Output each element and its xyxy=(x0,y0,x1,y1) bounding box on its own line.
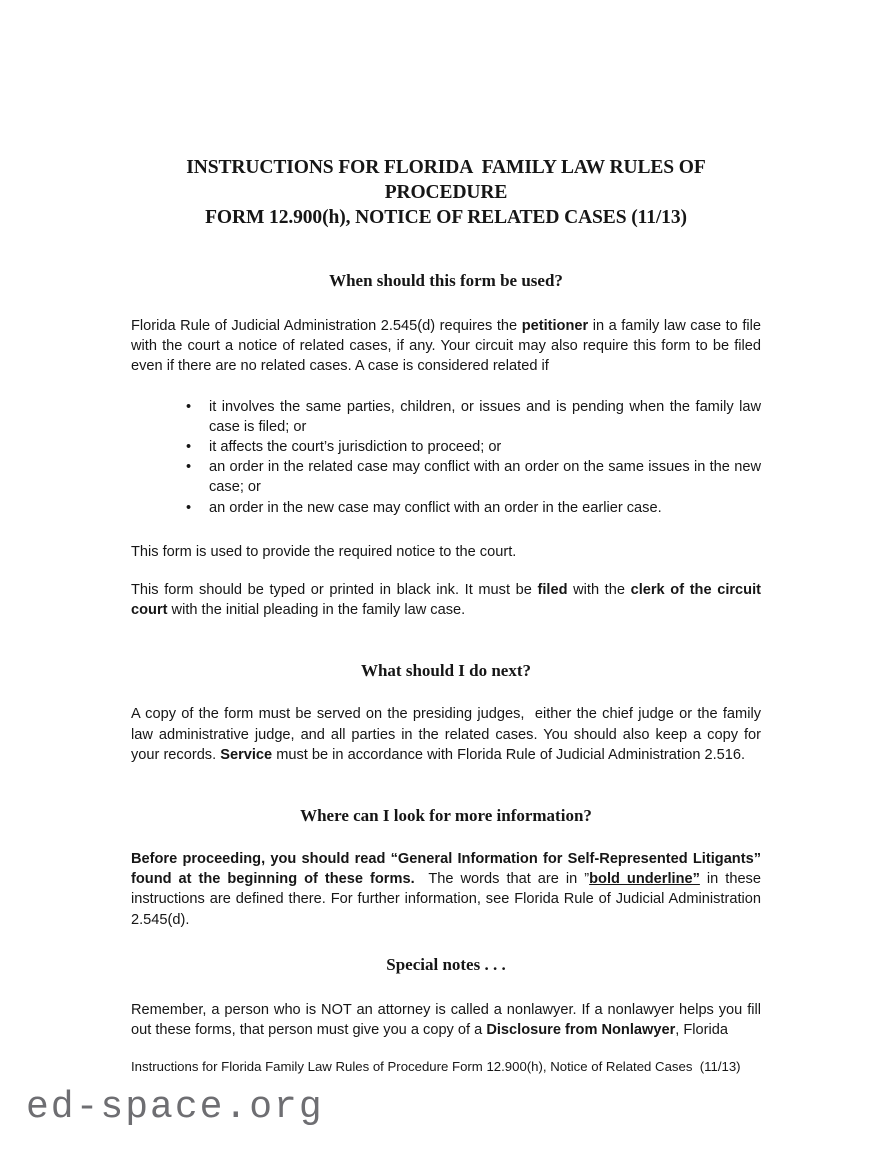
text-run: , Florida xyxy=(675,1022,728,1039)
page-footer: Instructions for Florida Family Law Rules of Procedure Form 12.900(h), Notice of Related Cases (11/13) xyxy=(131,1059,741,1075)
text-run-bold: filed xyxy=(537,582,568,599)
text-run: The words that are in ” xyxy=(414,871,590,888)
list-item-label: it involves the same parties, children, or issues and is pending when the family law case is filed; or xyxy=(209,398,766,435)
paragraph-filing-instructions xyxy=(131,580,766,620)
spacer xyxy=(131,827,761,849)
text-run-bold: Service xyxy=(220,746,273,763)
list-item xyxy=(131,498,761,518)
document-title-line-2: FORM 12.900(h), NOTICE OF RELATED CASES (11/13) xyxy=(205,207,687,228)
related-case-criteria-list xyxy=(131,397,766,518)
list-item xyxy=(131,437,761,457)
text-run: Remember, a person who is NOT an attorney is called a nonlawyer. If a nonlawyer helps you fill out these forms, that person must give you a copy of a xyxy=(131,1001,766,1039)
text-run-bold: clerk of the circuit court xyxy=(131,582,766,619)
paragraph-special-notes xyxy=(131,1000,766,1040)
list-item xyxy=(131,397,766,437)
list-item-label: it affects the court’s jurisdiction to proceed; or xyxy=(209,439,502,456)
text-run-bold: Disclosure from Nonlawyer xyxy=(486,1022,676,1039)
text-run: must be in accordance with Florida Rule of Judicial Administration 2.516. xyxy=(272,746,746,763)
bullet-icon: • xyxy=(186,499,192,516)
paragraph-next-steps xyxy=(131,704,766,765)
text-run: A copy of the form must be served on the presiding judges, either the chief judge or the family law administrative judge, and all parties in the related cases. You should also keep a copy for your records. xyxy=(131,706,766,763)
text-run: with the initial pleading in the family law case. xyxy=(167,602,466,619)
paragraph-more-information xyxy=(131,849,766,930)
spacer xyxy=(131,682,761,704)
spacer xyxy=(131,230,761,270)
page-title xyxy=(131,155,761,230)
watermark: ed-space.org xyxy=(26,1086,324,1129)
text-run: with the xyxy=(567,582,631,599)
spacer xyxy=(131,765,761,805)
document-title-line-1: INSTRUCTIONS FOR FLORIDA FAMILY LAW RULES OF PROCEDURE xyxy=(186,157,711,203)
spacer xyxy=(131,377,761,397)
text-run-bold: petitioner xyxy=(521,318,589,334)
spacer xyxy=(131,518,761,542)
text-run-bold-underline: bold underline” xyxy=(589,871,700,888)
spacer xyxy=(131,1040,761,1058)
text-run: in these instructions are defined there. For further information, see Florida Rule of Judicial Administration 2.545(d). xyxy=(131,871,766,928)
spacer xyxy=(131,292,761,316)
list-item-label: an order in the related case may conflict with an order on the same issues in the new case; or xyxy=(209,459,766,496)
bullet-icon: • xyxy=(186,459,192,476)
document-content xyxy=(131,155,766,1076)
section-heading-special-notes: Special notes . . . xyxy=(386,954,506,974)
section-heading-more-information: Where can I look for more information? xyxy=(300,806,592,826)
spacer xyxy=(131,930,761,954)
text-run: This form should be typed or printed in black ink. It must be xyxy=(131,582,538,599)
text-run-bold: Before proceeding, you should read “General Information for Self-Represented Litigants” found at the beginning of these forms. xyxy=(131,851,766,888)
spacer xyxy=(131,620,761,660)
section-heading-next-steps: What should I do next? xyxy=(360,661,532,681)
paragraph-notice-purpose: This form is used to provide the required notice to the court. xyxy=(131,543,517,560)
bullet-icon: • xyxy=(186,398,192,415)
spacer xyxy=(131,562,761,580)
text-run: in a family law case to file with the court a notice of related cases, if any. Your circuit may also require this form to be filed even if there are no related cases. A case is considered related if xyxy=(131,318,766,375)
text-run: Florida Rule of Judicial Administration 2.545(d) requires the xyxy=(131,318,522,334)
bullet-icon: • xyxy=(186,439,192,456)
spacer xyxy=(131,976,761,1000)
paragraph-when-used-intro xyxy=(131,316,766,377)
list-item xyxy=(131,457,766,497)
section-heading-when-used: When should this form be used? xyxy=(329,271,563,290)
list-item-label: an order in the new case may conflict with an order in the earlier case. xyxy=(209,499,662,516)
